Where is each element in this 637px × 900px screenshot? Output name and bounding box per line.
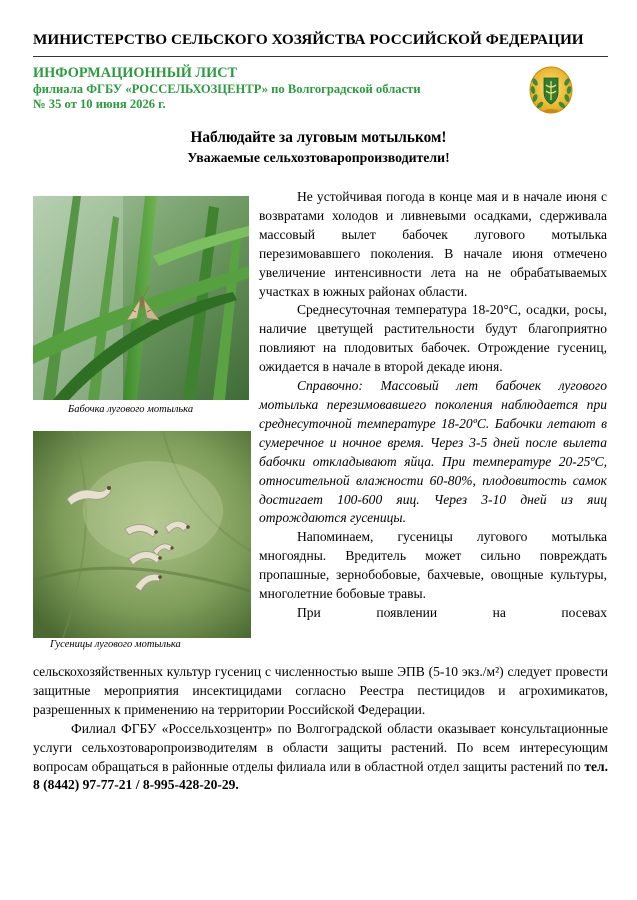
issue-number: № 35 от 10 июня 2026 г. [33, 97, 166, 111]
full-width-text [33, 663, 608, 795]
header-divider [33, 56, 608, 57]
paragraph-measures: сельскохозяйственных культур гусениц с численностью выше ЭПВ (5-10 экз./м²) следует провести защитные мероприятия инсектицидами согласно Реестра пестицидов и агрохимикатов, разрешенных к применению на территории Российской Федерации. [33, 664, 608, 717]
main-text-column [259, 188, 607, 623]
caterpillar-photo [33, 431, 251, 638]
emblem-icon [527, 64, 575, 116]
contact-phones: тел. 8 (8442) 97-77-21 / 8-995-428-20-29. [33, 758, 608, 793]
doc-type: ИНФОРМАЦИОННЫЙ ЛИСТ [33, 65, 238, 81]
moth-caption: Бабочка лугового мотылька [68, 404, 194, 415]
caterpillar-caption: Гусеницы лугового мотылька [50, 639, 181, 650]
paragraph-reference: Справочно: Массовый лет бабочек лугового мотылька перезимовавшего поколения наблюдается при среднесуточной температуре 18-20ºС. Бабочки летают в сумеречное и ночное время. Через 3-5 дней после вылета бабочки откладывают яйца. При температуре 20-25ºС, относительной влажности 60-80%, плодовитость самок достигает 100-600 яиц. Через 3-10 дней из яиц отрождаются гусеницы. [259, 378, 607, 526]
paragraph-consulting [33, 720, 608, 796]
paragraph-weather: Не устойчивая погода в конце мая и в начале июня с возвратами холодов и ливневыми осадками, сдерживала массовый вылет бабочек лугового мотылька перезимовавшего поколения. В начале июня отмечено увеличение интенсивности лета на не обрабатываемых участках в южных районах области. [259, 189, 607, 299]
page-subtitle: Уважаемые сельхозтоваропроизводители! [187, 150, 450, 165]
branch-name: филиала ФГБУ «РОССЕЛЬХОЗЦЕНТР» по Волгоградской области [33, 82, 421, 96]
page-title: Наблюдайте за луговым мотыльком! [190, 129, 447, 146]
paragraph-measures-start: При появлении на посевах [297, 604, 607, 620]
consulting-text: Филиал ФГБУ «Россельхозцентр» по Волгоградской области оказывает консультационные услуги сельхозтоваропроизводителям в области защиты растений. По всем интересующим вопросам обращаться в районные отделы филиала или в областной отдел защиты растений по [33, 720, 608, 774]
paragraph-reminder: Напоминаем, гусеницы лугового мотылька многоядны. Вредитель может сильно повреждать пропашные, зернобобовые, бахчевые, овощные культуры, многолетние бобовые травы. [259, 529, 607, 602]
paragraph-temperature: Среднесуточная температура 18-20°С, осадки, росы, наличие цветущей растительности будут благоприятно повлияют на плодовитых бабочек. Отрождение гусениц, ожидается в начале в второй декаде июня. [259, 302, 607, 375]
ministry-title: МИНИСТЕРСТВО СЕЛЬСКОГО ХОЗЯЙСТВА РОССИЙСКОЙ ФЕДЕРАЦИИ [33, 31, 584, 48]
moth-photo [33, 196, 249, 400]
